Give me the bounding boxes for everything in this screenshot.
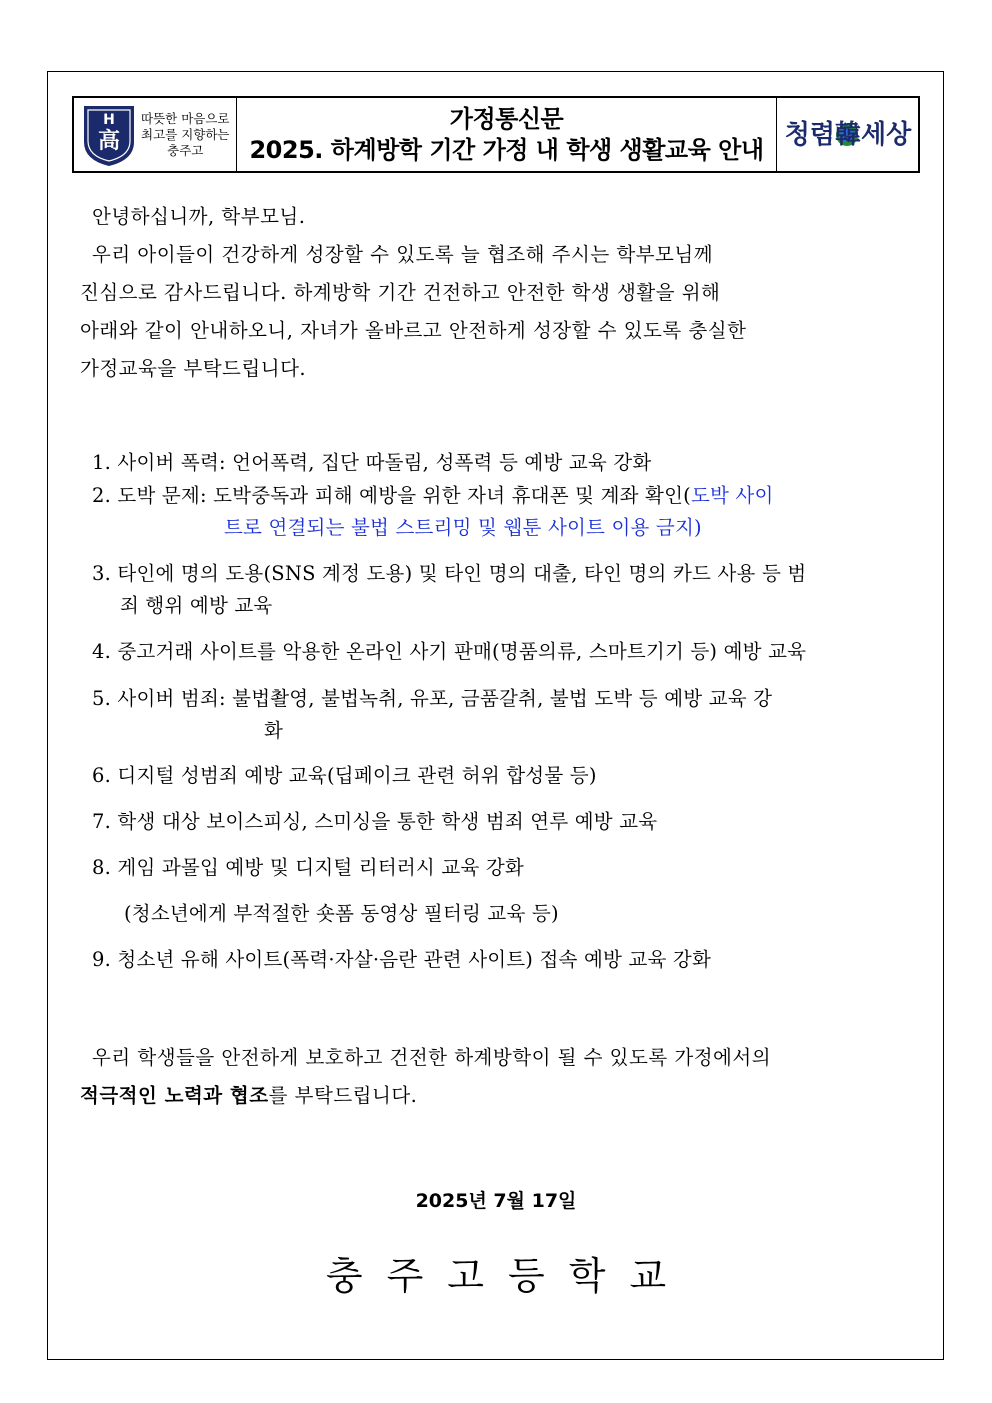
- campaign-logo-icon: [783, 110, 913, 160]
- list-item-7: 7. 학생 대상 보이스피싱, 스미싱을 통한 학생 범죄 연루 예방 교육: [92, 810, 658, 833]
- intro-line-5: 가정교육을 부탁드립니다.: [80, 357, 307, 380]
- school-emblem-icon: [80, 102, 138, 168]
- list-item-9: 9. 청소년 유해 사이트(폭력·자살·음란 관련 사이트) 접속 예방 교육 강화: [92, 948, 712, 971]
- list-item-2: 2. 도박 문제: 도박중독과 피해 예방을 위한 자녀 휴대폰 및 계좌 확인(도박 사이: [92, 484, 774, 507]
- school-emblem-area: [74, 98, 237, 171]
- intro-line-4: 아래와 같이 안내하오니, 자녀가 올바르고 안전하게 성장할 수 있도록 충실한: [80, 319, 747, 342]
- intro-line-2: 우리 아이들이 건강하게 성장할 수 있도록 늘 협조해 주시는 학부모님께: [92, 243, 714, 266]
- school-name: 충주고등학교: [325, 1254, 691, 1298]
- list-item-5: 5. 사이버 범죄: 불법촬영, 불법녹취, 유포, 금품갈취, 불법 도박 등 예방 교육 강: [92, 687, 773, 710]
- letter-title: 가정통신문: [449, 104, 564, 133]
- intro-line-3: 진심으로 감사드립니다. 하계방학 기간 건전하고 안전한 학생 생활을 위해: [80, 281, 721, 304]
- letter-header: [72, 96, 920, 173]
- closing-line-1: 우리 학생들을 안전하게 보호하고 건전한 하계방학이 될 수 있도록 가정에서의: [92, 1046, 772, 1069]
- list-item-4: 4. 중고거래 사이트를 악용한 온라인 사기 판매(명품의류, 스마트기기 등) 예방 교육: [92, 640, 807, 663]
- letter-title-block: [237, 98, 777, 171]
- svg-text:H: H: [103, 111, 115, 128]
- list-item-1: 1. 사이버 폭력: 언어폭력, 집단 따돌림, 성폭력 등 예방 교육 강화: [92, 451, 652, 474]
- svg-text:청렴韓세상: 청렴韓세상: [784, 119, 911, 150]
- closing-line-2: 적극적인 노력과 협조를 부탁드립니다.: [80, 1084, 418, 1107]
- list-item-8-note: (청소년에게 부적절한 숏폼 동영상 필터링 교육 등): [124, 902, 559, 925]
- intro-line-1: 안녕하십니까, 학부모님.: [92, 205, 306, 228]
- list-item-2-continued: 트로 연결되는 불법 스트리밍 및 웹툰 사이트 이용 금지): [224, 516, 702, 539]
- letter-date: 2025년 7월 17일: [415, 1190, 577, 1212]
- svg-text:高: 高: [97, 127, 121, 154]
- integrity-campaign-logo: [777, 98, 918, 171]
- list-item-3: 3. 타인에 명의 도용(SNS 계정 도용) 및 타인 명의 대출, 타인 명의 카드 사용 등 범: [92, 562, 807, 585]
- school-motto: 따뜻한 마음으로 최고를 지향하는 충주고: [141, 110, 230, 158]
- list-item-8: 8. 게임 과몰입 예방 및 디지털 리터러시 교육 강화: [92, 856, 524, 879]
- list-item-5-continued: 화: [264, 719, 284, 742]
- list-item-6: 6. 디지털 성범죄 예방 교육(딥페이크 관련 허위 합성물 등): [92, 764, 597, 787]
- letter-subtitle: 2025. 하계방학 기간 가정 내 학생 생활교육 안내: [249, 135, 764, 164]
- list-item-3-continued: 죄 행위 예방 교육: [120, 594, 273, 617]
